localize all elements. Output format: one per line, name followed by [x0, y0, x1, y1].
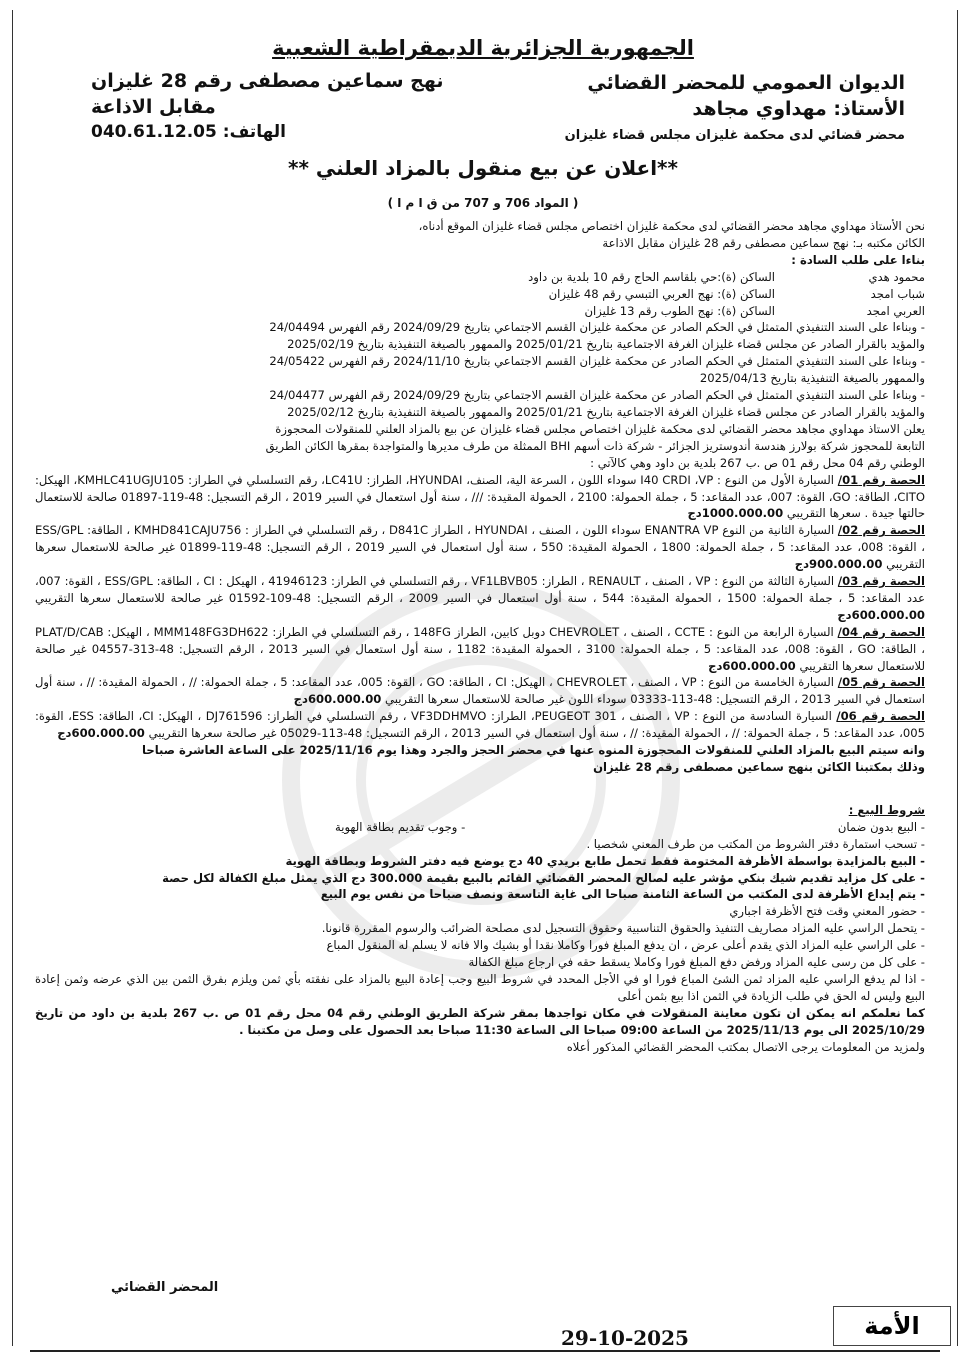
condition-item: كما نعلمكم انه يمكن ان تكون معاينة المنقولات في مكان تواجدها بمقر شركة الطريق الوطني رقم 04 محل رقم 01 ص .ب 267 بلدية بن داود من تاريخ 2025/10/29 الى يوم 2025/11/13 من الساعة 09:00 صباحا الى الساعة 11:30 صباحا بعد الحصول على وصل من مكتبنا .: [35, 1005, 926, 1037]
requester-row: [35, 269, 925, 286]
condition-item: - حضور المعني وقت فتح الأظرفة اجباري: [729, 904, 925, 919]
legal-articles: ( المواد 706 و 707 من ق ا م ا ): [387, 196, 579, 210]
conditions-pair: [35, 819, 925, 836]
requester-name: محمود هدي: [868, 269, 925, 284]
requester-row: [35, 303, 925, 320]
ground-line: والمؤيد بالقرار الصادر عن مجلس قضاء غليزان الغرفة الاجتماعية بتاريخ 2025/01/21 والممهور بالصيغة التنفيذية بتاريخ 2025/02/12: [287, 404, 925, 419]
lot-price: 600.000.00دج: [57, 726, 145, 741]
bottom-divider: [30, 1350, 940, 1352]
ground-line: الوطني رقم 04 محل رقم 01 ص .ب 267 بلدية بن داود وهي كالآتي :: [590, 455, 925, 470]
newspaper-logo-text: الأمة: [864, 1312, 920, 1340]
lot-label: الحصة رقم 01/: [837, 472, 925, 487]
requesters-label: بناءا على طلب السادة :: [791, 252, 925, 267]
lot-price: 600.000.00دج: [708, 658, 796, 673]
requester-name: شباب امجد: [870, 286, 925, 301]
lot-description: السيارة السادسة من النوع : VP ، الصنف ، PEUGEOT 301، الطراز: VF3DDHMVO ، رقم التسلسلي في الطراز: DJ761596 ، الهيكل: CI، الطاقة: ESS، القوة: 005، عدد المقاعد: 5 ، جملة الحمولة: // ، الحمولة المقيدة: // ، سنة أول استعمال في السير 2013 ، الرقم التسجيل: 48-113-05029 غير صالحة سعرها التقريبي: [35, 709, 925, 741]
lot-price: 1000.000.00دج: [687, 506, 784, 521]
requester-address: الساكن (ة): نهج الطوب رقم 13 غليزان: [584, 303, 775, 318]
publication-date: 29-10-2025: [561, 1326, 689, 1350]
condition-item: - يتحمل الراسي عليه المزاد مصاريف التنفيذ والحقوق التناسبية وحقوق التسجيل لدى مصلحة الضرائب والرسوم المقررة قانونا.: [321, 921, 925, 936]
requester-address: الساكن (ة): نهج العربي التبسي رقم 48 غليزان: [548, 286, 775, 301]
ground-line: يعلن الاستاذ مهداوي مجاهد محضر القضائي لدى محكمة غليزان اختصاص مجلس قضاء غليزان عن بيع بالمزاد العلني للمنقولات المحجوزة: [275, 421, 925, 436]
lot-item: [35, 624, 925, 675]
sale-notice-line: وذلك بمكتبنا الكائن بنهج سماعين مصطفى رقم 28 غليزان: [593, 760, 925, 774]
lot-description: السيارة الخامسة من النوع : VP ، الصنف ، CHEVROLET ، الهيكل: CI ، الطاقة: GO ، القوة: 005، عدد المقاعد: 5 ، جملة الحمولة: // ، الحمولة المقيدة: // ، سنة أول استعمال في السير 2013 ، الرقم التسجيل: 48-113-03333 سوداء اللون غير صالحة للاستعمال سعرها التقريبي: [35, 675, 925, 707]
condition-item: - اذا لم يدفع الراسي عليه المزاد ثمن الشئ المباع فورا او في الأجل المحدد في شروط البيع وجب إعادة البيع بالمزاد على نفقته بأي ثمن ويلزم بفرق الثمن بين الذي عرضه وثمن إعادة البيع وليس له الحق في طلب الزيادة في الثمن اذا بيع بثمن أعلى: [35, 971, 925, 1003]
lot-price: 600.000.00دج: [293, 692, 382, 707]
condition-item: - يتم إيداع الأظرفة لدى المكتب من الساعة الثامنة صباحا الى غاية التاسعة ونصف صباحا من نفس يوم البيع: [320, 887, 925, 902]
ground-line: التابعة للمحجوز شركة بولارز هندسة أندوستريز الجزائر - شركة ذات أسهم BHI الممثلة من طرف مديرها والمتواجدة بمقرها الكائن الطريق: [265, 438, 925, 453]
signature-label: المحضر القضائي: [111, 1280, 219, 1295]
newspaper-logo: [833, 1306, 951, 1346]
sale-notice-line: وانه سيتم البيع بالمزاد العلني للمنقولات المحجوزة المنوه عنها في محضر الحجز والجرد وهذا يوم 2025/11/16 على الساعة العاشرة صباحا: [142, 743, 925, 758]
lot-price: 900.000.00دج: [794, 557, 883, 572]
lot-item: [35, 522, 925, 573]
intro-line: نحن الأستاذ مهداوي مجاهد محضر القضائي لدى محكمة غليزان اختصاص مجلس قضاء غليزان الموقع أدناه،: [418, 219, 925, 233]
ground-line: - وبناءا على السند التنفيذي المتمثل في الحكم الصادر عن محكمة غليزان القسم الاجتماعي بتاريخ 2024/09/29 رقم الفهرس 24/04477: [269, 388, 925, 403]
notice-page: [12, 10, 958, 1350]
lot-description: السيارة الثالثة من النوع : VP ، الصنف ، RENAULT ، الطراز: VF1LBVB05 ، رقم التسلسلي في الطراز: 41946123 ، الهيكل : CI ، الطاقة: ESS/GPL ، القوة: 007، عدد المقاعد: 5 ، جملة الحمولة: 1500 ، الحمولة المقيدة: 544 ، سنة أول استعمال في السير 2009 ، الرقم التسجيل: 48-109-01592 غير صالحة للاستعمال سعرها التقريبي: [35, 574, 926, 605]
lot-description: السيارة الأول من النوع : I40 CRDI ،VP سوداء اللون ، السرعة الية، الصنف، HYUNDAI، الطراز: LC41U، رقم التسلسلي في الطراز: KMHLC41UGJU105، الهيكل: CITO، الطاقة: GO، القوة: 007، عدد المقاعد: 5 ، جملة الحمولة: 2100 ، الحمولة المقيدة: /// ، سنة أول استعمال في السير 2019 ، الرقم التسجيل: 48-119-01897 صالحة للاستعمال حالتها جيدة . سعرها التقريبي: [35, 472, 925, 521]
notice-body: [35, 218, 925, 1056]
lot-label: الحصة رقم 02/: [837, 523, 926, 538]
bailiff-name: الأستاذ: مهداوي مجاهد: [692, 98, 905, 120]
lot-label: الحصة رقم 05/: [837, 675, 925, 690]
conditions-title: شروط البيع :: [848, 802, 925, 817]
ground-line: - وبناءا على السند التنفيذي المتمثل في الحكم الصادر عن محكمة غليزان القسم الاجتماعي بتاريخ 2024/09/29 رقم الفهرس 24/04494: [269, 320, 925, 335]
requester-row: [35, 286, 925, 303]
lot-description: السيارة الثانية من النوع ENANTRA VP سوداء اللون ، الصنف ، HYUNDAI ، الطراز D841C ، رقم التسلسلي في الطراز : KMHD841CAJU756 ، الطاقة: ESS/GPL ، القوة: 008، عدد المقاعد: 5 ، جملة الحمولة: 1800 ، الحمولة المقيدة: 550 ، سنة أول استعمال في السير 2019 ، الرقم التسجيل: 48-119-01899 غير صالحة للاستعمال سعرها التقريبي: [35, 523, 926, 572]
lot-label: الحصة رقم 03/: [837, 574, 925, 589]
condition-item: - على كل من رسى عليه المزاد ورفض دفع المبلغ فورا وكاملا يسقط حقه في ارجاع مبلغ الكفالة: [468, 955, 925, 970]
ground-line: والمؤيد بالقرار الصادر عن مجلس قضاء غليزان الغرفة الاجتماعية بتاريخ 2025/01/21 والممهور بالصيغة التنفيذية بتاريخ 2025/02/19: [287, 337, 925, 352]
office-landmark: مقابل الاذاعة: [91, 96, 216, 118]
lot-item: [35, 472, 925, 523]
condition-item: - على كل مزايد تقديم شيك بنكي مؤشر عليه لصالح المحضر القضائي القائم بالبيع بقيمة 300.000 دج الذي يمثل مبلغ الكفالة لكل حصة: [162, 870, 925, 885]
phone-line: [91, 122, 286, 142]
condition-item: - البيع بالمزايدة بواسطة الأظرفة المختومة فقط تحمل طابع بريدي 40 دج يوضع فيه دفتر الشروط وبطاقة الهوية: [285, 853, 925, 868]
phone-label: الهاتف:: [222, 122, 287, 142]
lot-price: 600.000.00دج: [837, 607, 925, 622]
ground-line: والممهور بالصيغة التنفيذية بتاريخ 2025/04/13: [699, 371, 925, 386]
requester-name: العربي امجد: [866, 303, 925, 318]
condition-item: - البيع بدون ضمان: [837, 819, 925, 834]
lot-description: السيارة الرابعة من النوع : CCTE ، الصنف ، CHEVROLET دوبل كابين، الطراز 148FG ، رقم التسلسلي في الطراز: MMM148FG3DH622 ، الهيكل: PLAT/D/CAB ، الطاقة: GO ، القوة: 008، عدد المقاعد: 5 ، جملة الحمولة: 3100 ، الحمولة المقيدة: 1182 ، سنة أول استعمال في السير 2013 ، الرقم التسجيل: 48-313-04557 غير صالحة للاستعمال سعرها التقريبي: [35, 624, 926, 673]
office-address: نهج سماعين مصطفى رقم 28 غليزان: [91, 70, 444, 92]
lot-item: [35, 674, 925, 708]
intro-line: الكائن مكتبه بـ: نهج سماعين مصطفى رقم 28 غليزان مقابل الاذاعة: [602, 235, 925, 250]
phone-number: 040.61.12.05: [91, 122, 217, 142]
requester-address: الساكن (ة):حي بلقاسم الحاج رقم 10 بلدية بن داود: [528, 269, 775, 284]
condition-item: - وجوب تقديم بطاقة الهوية: [335, 819, 466, 834]
office-name: الديوان العمومي للمحضر القضائي: [587, 72, 905, 94]
lot-label: الحصة رقم 06/: [836, 709, 925, 724]
court-line: محضر قضائي لدى محكمة غليزان مجلس قضاء غليزان: [564, 128, 905, 143]
republic-heading: الجمهورية الجزائرية الديمقراطية الشعبية: [272, 36, 694, 60]
ground-line: - وبناءا على السند التنفيذي المتمثل في الحكم الصادر عن محكمة غليزان القسم الاجتماعي بتاريخ 2024/11/10 رقم الفهرس 24/05422: [269, 354, 925, 369]
condition-item: ولمزيد من المعلومات يرجى الاتصال بمكتب المحضر القضائي المذكور أعلاه: [566, 1039, 925, 1054]
condition-item: - تسحب استمارة دفتر الشروط من المكتب من طرف المعني شخصيا .: [586, 836, 925, 851]
notice-title: **اعلان عن بيع منقول بالمزاد العلني **: [288, 156, 678, 180]
lot-item: [35, 708, 925, 742]
lot-label: الحصة رقم 04/: [837, 624, 925, 639]
condition-item: - على الراسي عليه المزاد الذي يقدم أعلى عرض ، ان يدفع المبلغ فورا وكاملا نقدا أو بشيك والا فانه لا يسلم له المنقول المباع: [326, 938, 925, 953]
lot-item: [35, 573, 925, 624]
